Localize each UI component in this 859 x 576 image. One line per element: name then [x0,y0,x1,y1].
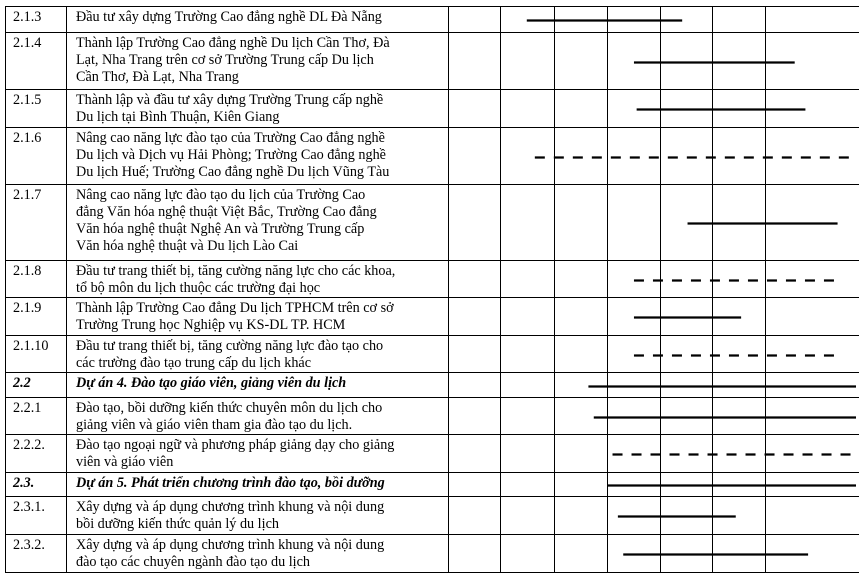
task-description: Đầu tư trang thiết bị, tăng cường năng lực đào tạo cho các trường đào tạo trung cấp du lịch khác [76,338,384,371]
task-description: Xây dựng và áp dụng chương trình khung và nội dung đào tạo các chuyên ngành đào tạo du lịch [76,537,385,570]
task-description: Đầu tư trang thiết bị, tăng cường năng lực cho các khoa, tổ bộ môn du lịch thuộc các trường đại học [76,263,396,296]
task-description: Thành lập Trường Cao đẳng Du lịch TPHCM trên cơ sở Trường Trung học Nghiệp vụ KS-DL TP. HCM [76,300,394,333]
task-description: Nâng cao năng lực đào tạo du lịch của Trường Cao đẳng Văn hóa nghệ thuật Việt Bắc, Trường Cao đẳng Văn hóa nghệ thuật Nghệ An và Trường Trung cấp Văn hóa nghệ thuật và Du lịch Lào Cai [76,187,377,254]
row-number: 2.2.1 [13,400,42,416]
task-description: Xây dựng và áp dụng chương trình khung và nội dung bồi dưỡng kiến thức quản lý du lịch [76,499,385,532]
row-number: 2.1.7 [13,187,42,203]
task-description: Đầu tư xây dựng Trường Cao đẳng nghề DL Đà Nẵng [76,9,382,25]
row-number: 2.1.5 [13,92,42,108]
row-number: 2.1.8 [13,263,42,279]
task-description: Thành lập và đầu tư xây dựng Trường Trung cấp nghề Du lịch tại Bình Thuận, Kiên Giang [76,92,384,125]
row-number: 2.1.6 [13,130,42,146]
row-number: 2.3.1. [13,499,45,515]
row-number: 2.3. [13,475,35,491]
row-number: 2.3.2. [13,537,45,553]
row-number: 2.1.9 [13,300,42,316]
task-description: Dự án 4. Đào tạo giáo viên, giảng viên du lịch [76,375,347,391]
task-description: Nâng cao năng lực đào tạo của Trường Cao đẳng nghề Du lịch và Dịch vụ Hải Phòng; Trường Cao đẳng nghề Du lịch Huế; Trường Cao đẳng nghề Du lịch Vũng Tàu [76,130,390,180]
task-description: Thành lập Trường Cao đẳng nghề Du lịch Cần Thơ, Đà Lạt, Nha Trang trên cơ sở Trường Trung cấp Du lịch Cần Thơ, Đà Lạt, Nha Trang [76,35,390,85]
row-number: 2.1.10 [13,338,49,354]
row-number: 2.1.4 [13,35,42,51]
task-description: Đào tạo, bồi dưỡng kiến thức chuyên môn du lịch cho giảng viên và giáo viên tham gia đào tạo du lịch. [76,400,383,433]
task-description: Dự án 5. Phát triển chương trình đào tạo, bồi dưỡng [76,475,385,491]
row-number: 2.2 [13,375,31,391]
row-number: 2.2.2. [13,437,45,453]
row-number: 2.1.3 [13,9,42,25]
task-description: Đào tạo ngoại ngữ và phương pháp giảng dạy cho giảng viên và giáo viên [76,437,395,470]
